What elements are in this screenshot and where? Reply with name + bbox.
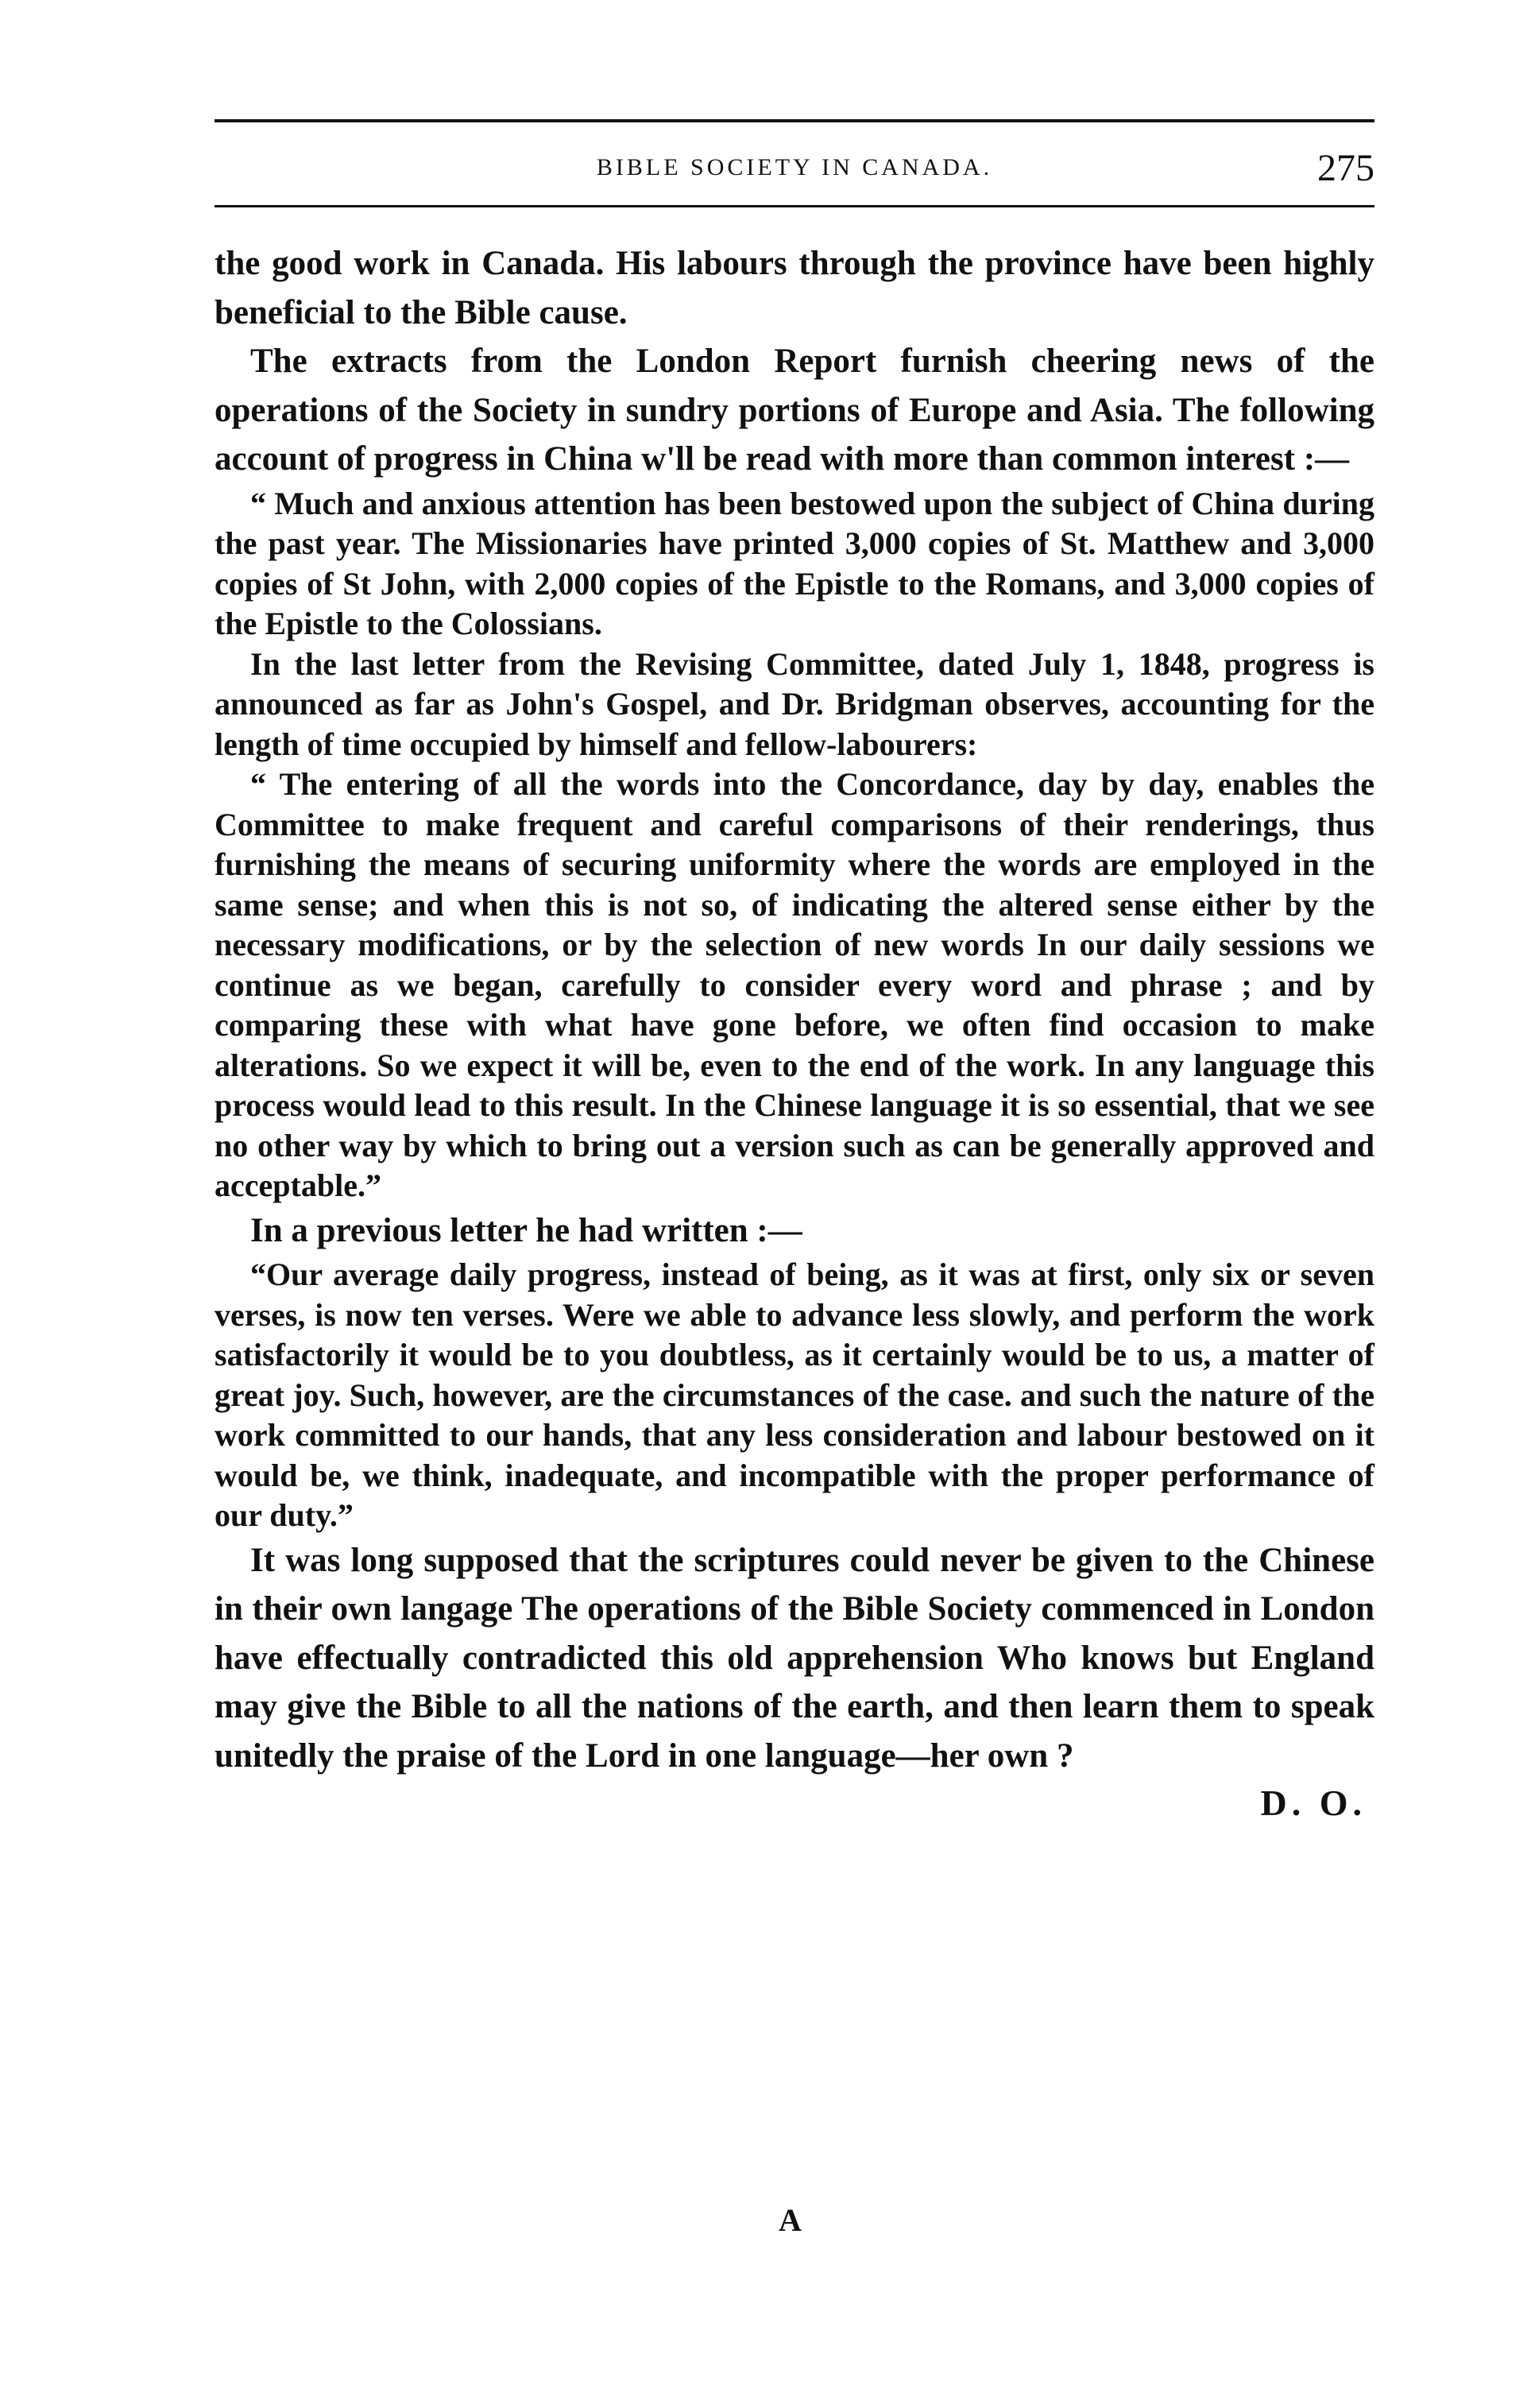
- paragraph-closing: It was long supposed that the scriptures could never be given to the Chinese in their own langage The operations of the Bible Society commenced in London have effectually contradicted this old apprehension Who knows but England may give the Bible to all the nations of the earth, and then learn them to speak unitedly the praise of the Lord in one language—her own ?: [215, 1541, 1374, 1775]
- page: [215, 119, 1374, 1824]
- paragraph-extracts: The extracts from the London Report furnish cheering news of the operations of the Society in sundry portions of Europe and Asia. The following account of progress in China w'll be read with more than common interest :—: [215, 343, 1374, 478]
- paragraph-previous-letter: In a previous letter he had written :—: [250, 1211, 802, 1249]
- page-number: 275: [1317, 147, 1374, 189]
- quote-daily-progress: “Our average daily progress, instead of being, as it was at first, only six or seven verses, is now ten verses. Were we able to advance less slowly, and perform the work satisfactorily it would be to you doubtless, as it certainly would be to us, a matter of great joy. Such, however, are the circumstances of the case. and such the nature of the work committed to our hands, that any less consideration and labour bestowed on it would be, we think, inadequate, and incompatible with the proper performance of our duty.”: [215, 1256, 1374, 1533]
- paragraph-revising-committee: In the last letter from the Revising Committee, dated July 1, 1848, progress is announced as far as John's Gospel, and Dr. Bridgman observes, accounting for the length of time occupied by himself and fellow-labourers:: [215, 645, 1374, 762]
- body-text: [215, 239, 1374, 1824]
- quote-concordance: “ The entering of all the words into the Concordance, day by day, enables the Committee to make frequent and careful comparisons of their renderings, thus furnishing the means of securing uniformity where the words are employed in the same sense; and when this is not so, of indicating the altered sense either by the necessary modifications, or by the selection of new words In our daily sessions we continue as we began, carefully to consider every word and phrase ; and by comparing these with what have gone before, we often find occasion to make alterations. So we expect it will be, even to the end of the work. In any language this process would lead to this result. In the Chinese language it is so essential, that we see no other way by which to bring out a version such as can be generally approved and acceptable.”: [215, 766, 1374, 1203]
- page-header: [215, 146, 1374, 194]
- running-head: BIBLE SOCIETY IN CANADA.: [596, 154, 993, 180]
- paragraph-continued: the good work in Canada. His labours through the province have been highly beneficial to the Bible cause.: [215, 245, 1374, 331]
- signature-mark: A: [779, 2202, 802, 2238]
- header-rule-top: [215, 119, 1374, 122]
- signature: D. O.: [1260, 1783, 1367, 1823]
- header-rule-bottom: [215, 205, 1374, 207]
- quote-china-missionaries: “ Much and anxious attention has been bestowed upon the subject of China during the past year. The Missionaries have printed 3,000 copies of St. Matthew and 3,000 copies of St John, with 2,000 copies of the Epistle to the Romans, and 3,000 copies of the Epistle to the Colossians.: [215, 485, 1374, 641]
